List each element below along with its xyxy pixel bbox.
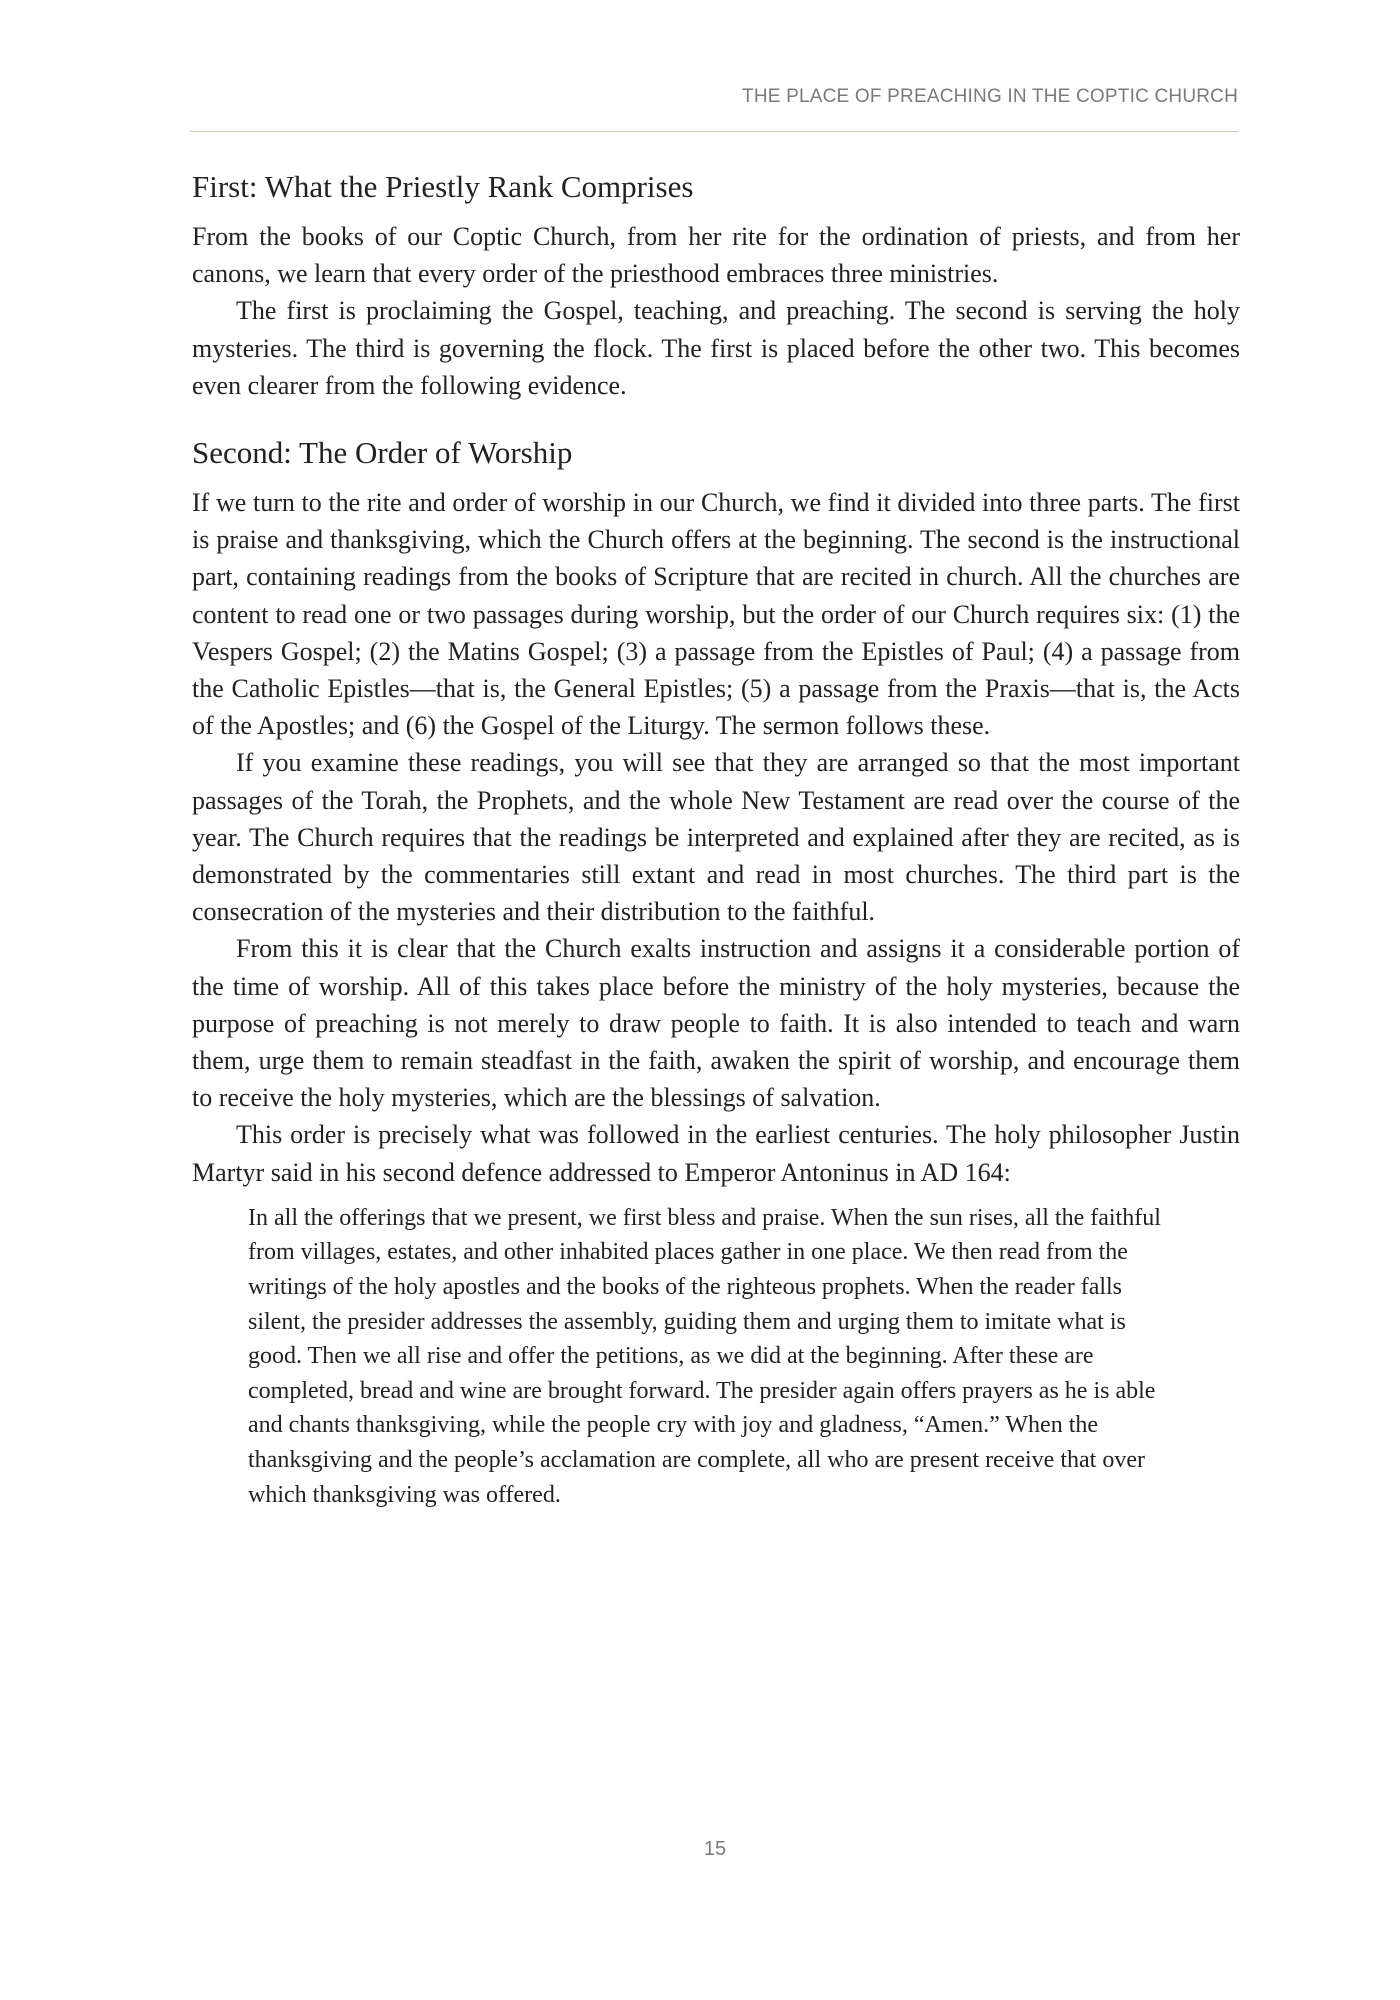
page-body bbox=[192, 168, 1240, 1512]
body-paragraph: This order is precisely what was followed in the earliest centuries. The holy philosopher Justin Martyr said in his second defence addressed to Emperor Antoninus in AD 164: bbox=[192, 1120, 1240, 1187]
body-paragraph: The first is proclaiming the Gospel, teaching, and preaching. The second is serving the holy mysteries. The third is governing the flock. The first is placed before the other two. This becomes even clearer from the following evidence. bbox=[192, 296, 1240, 400]
body-paragraph: From the books of our Coptic Church, from her rite for the ordination of priests, and from her canons, we learn that every order of the priesthood embraces three ministries. bbox=[192, 222, 1240, 289]
section-heading-order-of-worship: Second: The Order of Worship bbox=[192, 435, 573, 471]
running-header: THE PLACE OF PREACHING IN THE COPTIC CHURCH bbox=[742, 86, 1238, 107]
body-paragraph: From this it is clear that the Church exalts instruction and assigns it a considerable portion of the time of worship. All of this takes place before the ministry of the holy mysteries, because the purpose of preaching is not merely to draw people to faith. It is also intended to teach and warn them, urge them to remain steadfast in the faith, awaken the spirit of worship, and encourage them to receive the holy mysteries, which are the blessings of salvation. bbox=[192, 934, 1240, 1113]
page-number: 15 bbox=[703, 1838, 727, 1860]
block-quotation-justin-martyr: In all the offerings that we present, we first bless and praise. When the sun rises, all the faithful from villages, estates, and other inhabited places gather in one place. We then read from the writings of the holy apostles and the books of the righteous prophets. When the reader falls silent, the presider addresses the assembly, guiding them and urging them to imitate what is good. Then we all rise and offer the petitions, as we did at the beginning. After these are completed, bread and wine are brought forward. The presider again offers prayers as he is able and chants thanksgiving, while the people cry with joy and gladness, “Amen.” When the thanksgiving and the people’s acclamation are complete, all who are present receive that over which thanksgiving was offered. bbox=[248, 1204, 1161, 1508]
header-divider bbox=[190, 131, 1238, 132]
body-paragraph: If you examine these readings, you will see that they are arranged so that the most important passages of the Torah, the Prophets, and the whole New Testament are read over the course of the year. The Church requires that the readings be interpreted and explained after they are recited, as is demonstrated by the commentaries still extant and read in most churches. The third part is the consecration of the mysteries and their distribution to the faithful. bbox=[192, 748, 1240, 927]
section-heading-priestly-rank: First: What the Priestly Rank Comprises bbox=[192, 169, 694, 204]
body-paragraph: If we turn to the rite and order of worship in our Church, we find it divided into three parts. The first is praise and thanksgiving, which the Church offers at the beginning. The second is the instructional part, containing readings from the books of Scripture that are recited in church. All the churches are content to read one or two passages during worship, but the order of our Church requires six: (1) the Vespers Gospel; (2) the Matins Gospel; (3) a passage from the Epistles of Paul; (4) a passage from the Catholic Epistles—that is, the General Epistles; (5) a passage from the Praxis—that is, the Acts of the Apostles; and (6) the Gospel of the Liturgy. The sermon follows these. bbox=[192, 488, 1240, 741]
